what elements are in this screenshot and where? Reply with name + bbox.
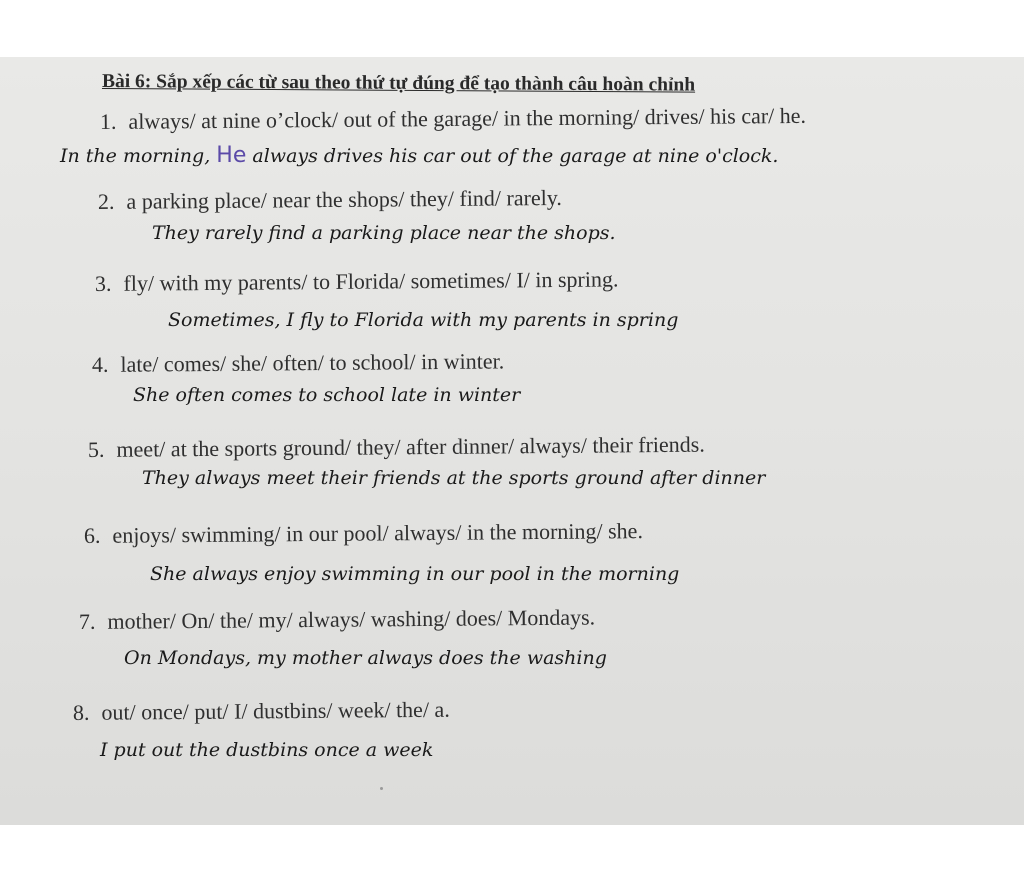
question-number: 7. (78, 608, 96, 634)
answer-4: She often comes to school late in winter (133, 384, 521, 406)
question-prompt: fly/ with my parents/ to Florida/ sometimes/ I/ in spring. (123, 266, 619, 296)
question-3 (95, 266, 619, 297)
cut-off-text-line (250, 57, 670, 65)
question-number: 6. (83, 522, 101, 548)
answer-text-end: always drives his car out of the garage at nine o'clock. (252, 145, 779, 167)
answer-7: On Mondays, my mother always does the washing (124, 647, 607, 669)
answer-6: She always enjoy swimming in our pool in the morning (150, 563, 680, 585)
question-4 (92, 348, 504, 378)
question-number: 1. (99, 108, 117, 134)
handwritten-correction: He (216, 143, 247, 168)
question-number: 3. (94, 270, 112, 296)
question-6 (84, 518, 643, 549)
answer-3: Sometimes, I fly to Florida with my parents in spring (168, 309, 679, 331)
question-2 (98, 185, 562, 215)
paper-speck (380, 787, 383, 790)
answer-5: They always meet their friends at the sports ground after dinner (142, 467, 766, 489)
question-prompt: late/ comes/ she/ often/ to school/ in winter. (120, 348, 505, 377)
answer-8: I put out the dustbins once a week (100, 739, 434, 761)
exercise-heading: Bài 6: Sắp xếp các từ sau theo thứ tự đúng để tạo thành câu hoàn chỉnh (101, 71, 696, 96)
answer-2: They rarely find a parking place near the shops. (152, 222, 616, 244)
question-1 (100, 103, 806, 135)
question-prompt: a parking place/ near the shops/ they/ find/ rarely. (126, 184, 562, 214)
answer-text-start: In the morning, (60, 145, 211, 167)
question-8 (73, 697, 450, 726)
worksheet-photo (0, 57, 1024, 825)
question-5 (88, 432, 705, 463)
question-prompt: mother/ On/ the/ my/ always/ washing/ does/ Mondays. (107, 604, 596, 634)
question-number: 4. (91, 351, 109, 377)
question-number: 5. (87, 436, 105, 462)
question-7 (79, 604, 595, 635)
question-number: 8. (72, 699, 90, 725)
question-prompt: meet/ at the sports ground/ they/ after dinner/ always/ their friends. (116, 431, 705, 462)
question-prompt: always/ at nine o’clock/ out of the garage/ in the morning/ drives/ his car/ he. (128, 102, 807, 134)
question-prompt: enjoys/ swimming/ in our pool/ always/ in the morning/ she. (112, 518, 643, 548)
question-prompt: out/ once/ put/ I/ dustbins/ week/ the/ a. (101, 696, 450, 725)
answer-1 (60, 143, 778, 168)
question-number: 2. (97, 188, 115, 214)
